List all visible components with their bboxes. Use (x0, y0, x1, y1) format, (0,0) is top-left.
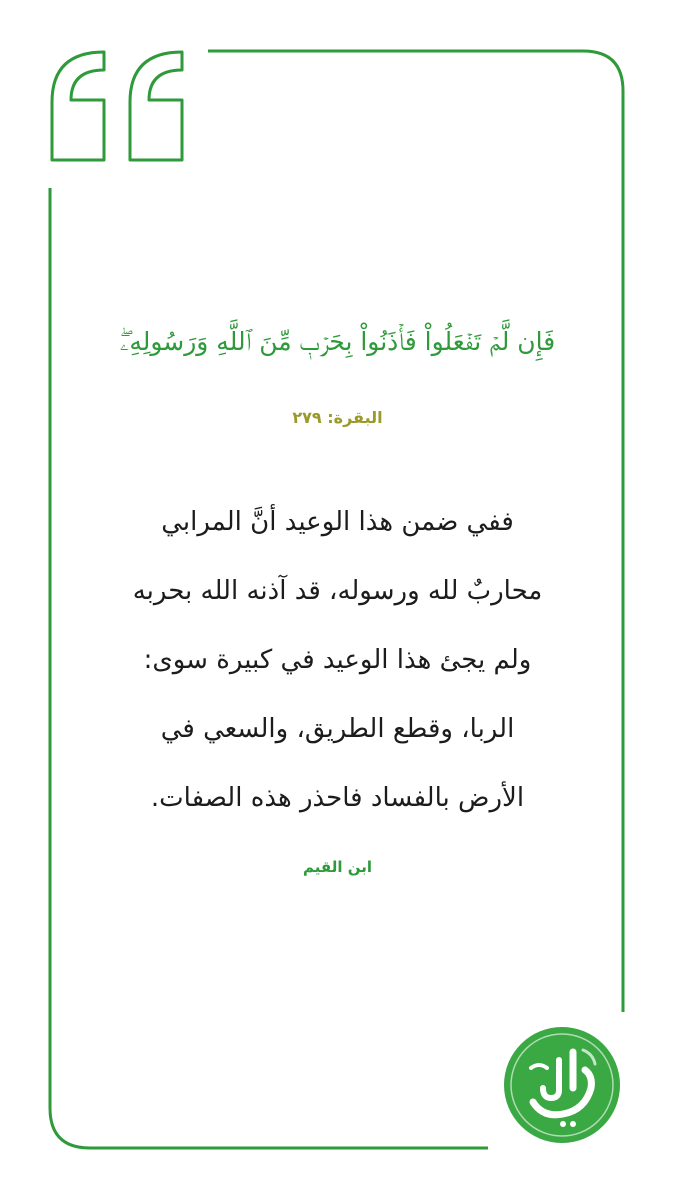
quote-body (100, 488, 575, 833)
quran-verse: فَإِن لَّمۡ تَفۡعَلُواْ فَأۡذَنُواْ بِحَرۡبٖ مِّنَ ٱللَّهِ وَرَسُولِهِۦۖ (119, 327, 556, 356)
quote-line-3: ولم يجئ هذا الوعيد في كبيرة سوى: (143, 645, 532, 675)
quote-line-1: ففي ضمن هذا الوعيد أنَّ المرابي (161, 507, 514, 537)
quote-marks-icon (52, 52, 182, 160)
quote-line-2: محاربٌ لله ورسوله، قد آذنه الله بحربه (132, 576, 543, 606)
quote-line-5: الأرض بالفساد فاحذر هذه الصفات. (150, 783, 525, 813)
verse-reference: البقرة: ٢٧٩ (292, 408, 383, 427)
author-name: ابن القيم (303, 858, 372, 876)
quote-line-4: الربا، وقطع الطريق، والسعي في (160, 714, 515, 744)
ayah-logo-icon (503, 1026, 621, 1144)
